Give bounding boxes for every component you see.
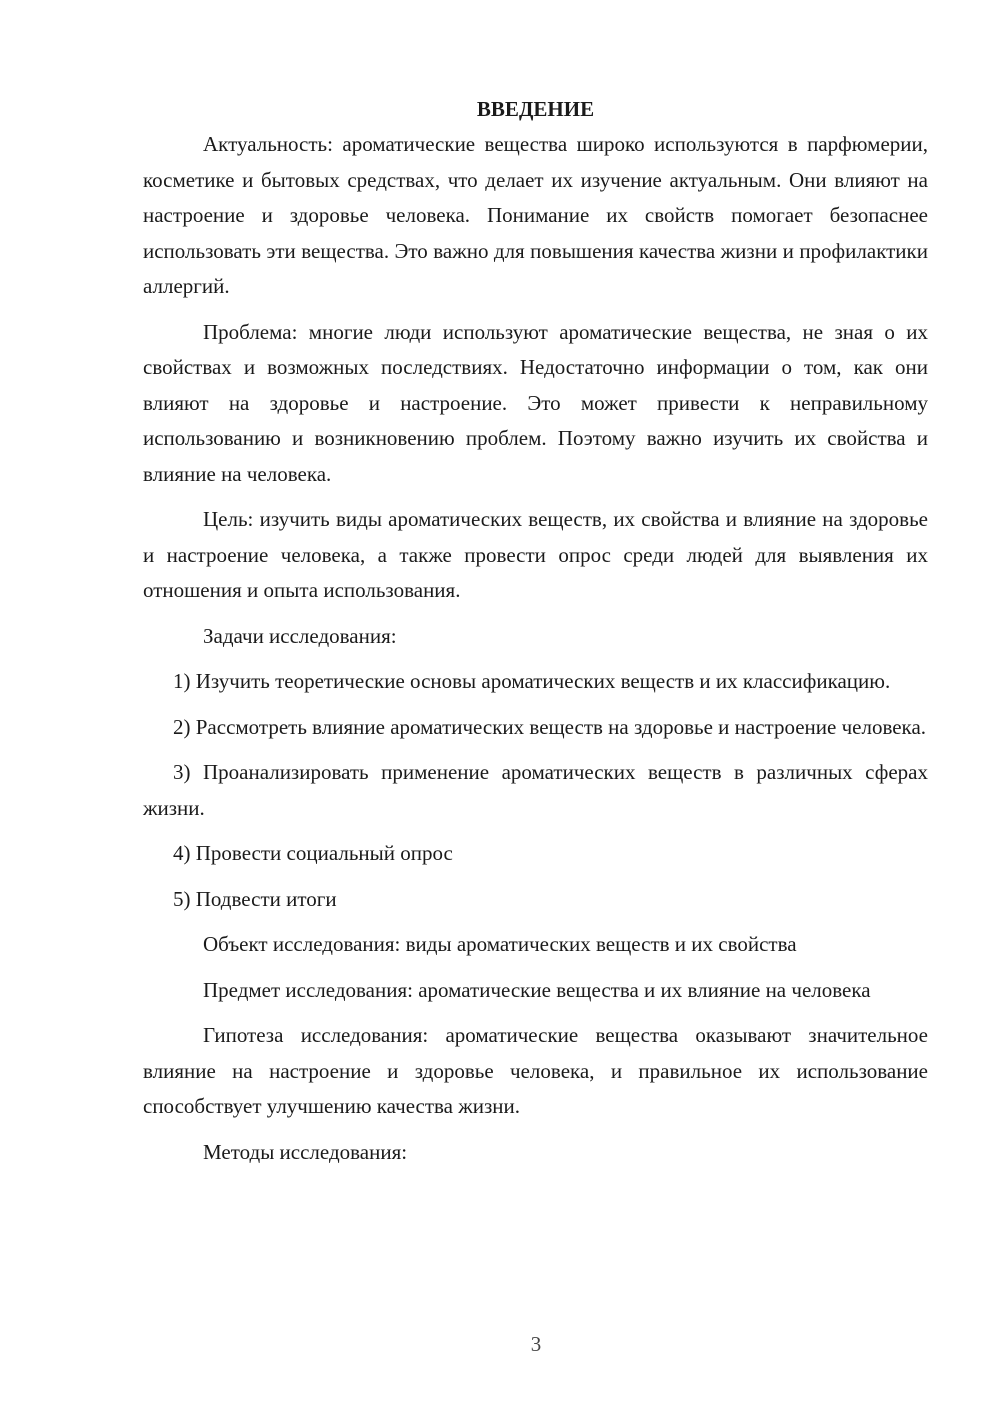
task-item: 5) Подвести итоги (173, 886, 337, 911)
page-number: 3 (530, 1332, 542, 1356)
subject-paragraph: Предмет исследования: ароматические вещества и их влияние на человека (203, 977, 871, 1002)
goal-paragraph: Цель: изучить виды ароматических веществ, их свойства и влияние на здоровье и настроение человека, а также провести опрос среди людей для выявления их отношения и опыта использования. (143, 507, 928, 602)
object-paragraph: Объект исследования: виды ароматических веществ и их свойства (203, 932, 797, 956)
problem-paragraph: Проблема: многие люди используют ароматические вещества, не зная о их свойствах и возможных последствиях. Недостаточно информации о том, как они влияют на здоровье и настроение. Это может привести к неправильному использованию и возникновению проблем. Поэтому важно изучить их свойства и влияние на человека. (143, 319, 928, 486)
task-item: 1) Изучить теоретические основы ароматических веществ и их классификацию. (173, 669, 891, 693)
document-page (143, 92, 928, 1180)
task-item: 3) Проанализировать применение ароматических веществ в различных сферах жизни. (143, 760, 928, 820)
hypothesis-paragraph: Гипотеза исследования: ароматические вещества оказывают значительное влияние на настроение и здоровье человека, и правильное их использование способствует улучшению качества жизни. (143, 1023, 928, 1118)
page-title: ВВЕДЕНИЕ (476, 97, 595, 121)
relevance-paragraph: Актуальность: ароматические вещества широко используются в парфюмерии, косметике и бытовых средствах, что делает их изучение актуальным. Они влияют на настроение и здоровье человека. Понимание их свойств помогает безопаснее использовать эти вещества. Это важно для повышения качества жизни и профилактики аллергий. (143, 132, 928, 298)
task-item: 4) Провести социальный опрос (173, 841, 453, 865)
task-item: 2) Рассмотреть влияние ароматических веществ на здоровье и настроение человека. (173, 714, 927, 739)
methods-title: Методы исследования: (203, 1139, 408, 1164)
tasks-title: Задачи исследования: (203, 623, 397, 648)
